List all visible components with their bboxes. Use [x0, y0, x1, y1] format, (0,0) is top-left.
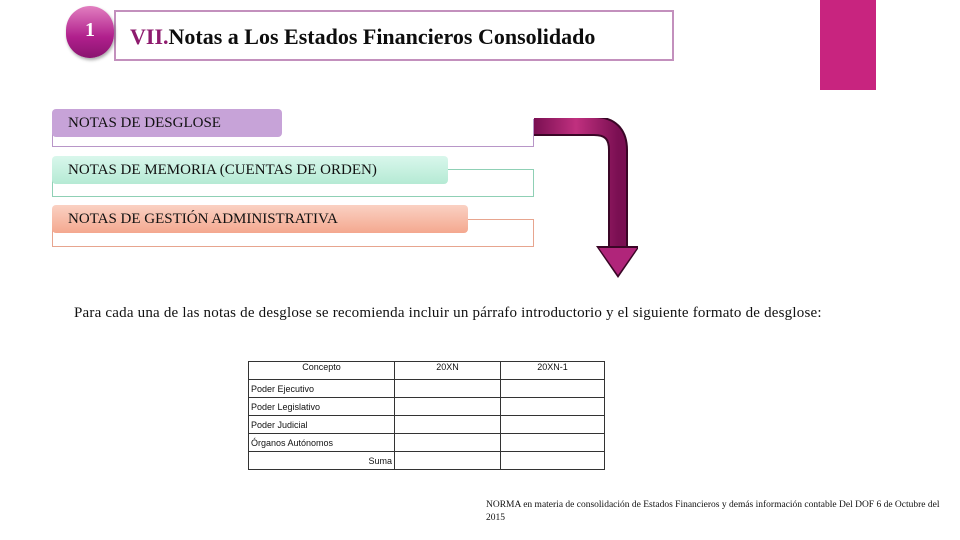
cell	[501, 452, 605, 470]
slide-number-badge: 1	[66, 6, 114, 58]
note-item-memoria: NOTAS DE MEMORIA (CUENTAS DE ORDEN)	[52, 156, 448, 184]
cell	[395, 434, 501, 452]
cell	[501, 380, 605, 398]
title-text: Notas a Los Estados Financieros Consolidado	[168, 24, 596, 49]
cell	[501, 416, 605, 434]
row-label: Poder Judicial	[249, 416, 395, 434]
decorative-accent-bar	[820, 0, 876, 90]
slide-title	[130, 24, 595, 50]
header-year-previous: 20XN-1	[501, 362, 605, 380]
header-year-current: 20XN	[395, 362, 501, 380]
note-item-gestion: NOTAS DE GESTIÓN ADMINISTRATIVA	[52, 205, 468, 233]
cell	[395, 452, 501, 470]
cell	[501, 398, 605, 416]
row-label: Poder Legislativo	[249, 398, 395, 416]
row-label: Poder Ejecutivo	[249, 380, 395, 398]
table-row	[249, 416, 605, 434]
intro-paragraph: Para cada una de las notas de desglose se recomienda incluir un párrafo introductorio y el siguiente formato de desglose:	[74, 305, 822, 321]
total-label: Suma	[249, 452, 395, 470]
source-footnote: NORMA en materia de consolidación de Estados Financieros y demás información contable Del DOF 6 de Octubre del 2015	[486, 500, 940, 523]
cell	[395, 398, 501, 416]
breakdown-format-table	[248, 361, 605, 470]
table-row	[249, 398, 605, 416]
curved-arrow-icon	[528, 118, 638, 282]
table-total-row	[249, 452, 605, 470]
table-row	[249, 380, 605, 398]
title-prefix: VII.	[130, 24, 169, 49]
cell	[395, 416, 501, 434]
table-row	[249, 434, 605, 452]
table-header-row	[249, 362, 605, 380]
cell	[501, 434, 605, 452]
row-label: Órganos Autónomos	[249, 434, 395, 452]
cell	[395, 380, 501, 398]
header-concepto: Concepto	[249, 362, 395, 380]
note-item-desglose: NOTAS DE DESGLOSE	[52, 109, 282, 137]
